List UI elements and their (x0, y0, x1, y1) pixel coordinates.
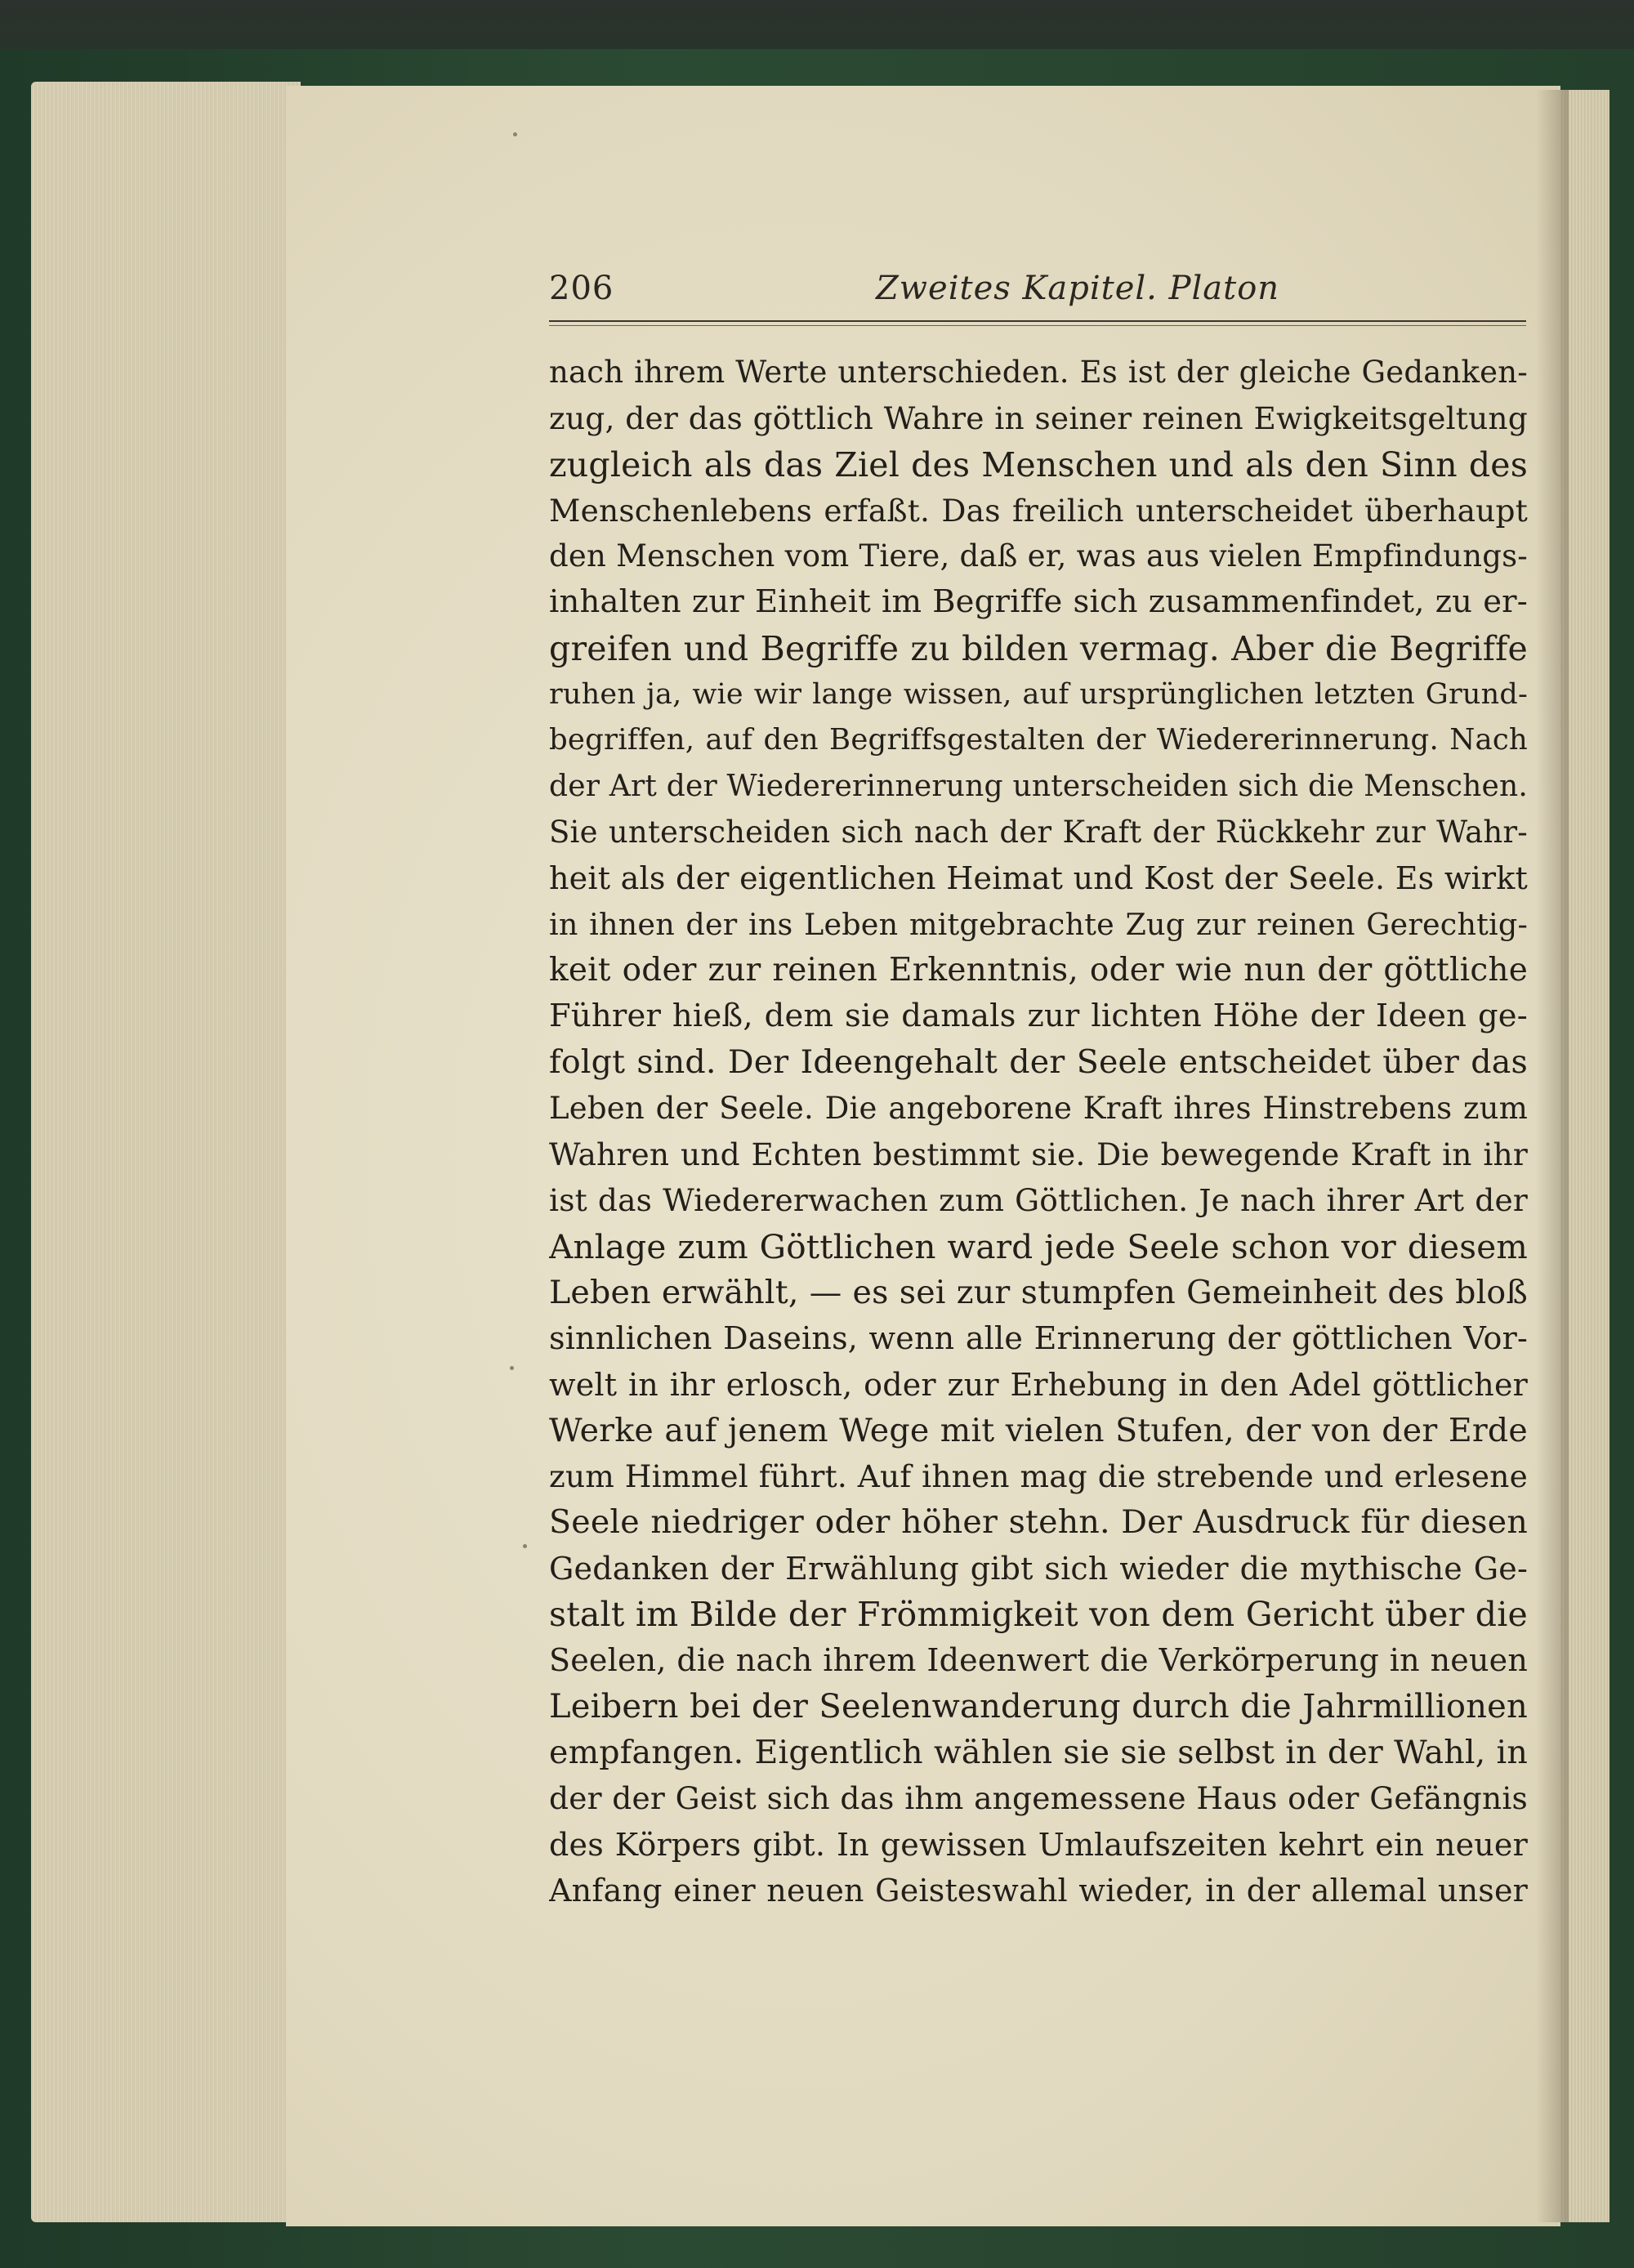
text-line: ist das Wiedererwachen zum Göttlichen. Je nach ihrer Art der (549, 1182, 1528, 1219)
text-line: des Körpers gibt. In gewissen Umlaufszeiten kehrt ein neuer (549, 1826, 1528, 1863)
text-line: zum Himmel führt. Auf ihnen mag die strebende und erlesene (549, 1458, 1528, 1495)
gutter-shadow (1536, 90, 1569, 2222)
text-line: ruhen ja, wie wir lange wissen, auf ursprünglichen letzten Grund- (549, 678, 1528, 712)
text-line: empfangen. Eigentlich wählen sie sie selbst in der Wahl, in (549, 1733, 1528, 1771)
text-line: der der Geist sich das ihm angemessene Haus oder Gefängnis (549, 1780, 1528, 1817)
text-line: greifen und Begriffe zu bilden vermag. Aber die Begriffe (549, 628, 1528, 668)
text-line: Seelen, die nach ihrem Ideenwert die Verkörperung in neuen (549, 1642, 1528, 1679)
text-line: zugleich als das Ziel des Menschen und als den Sinn des (549, 444, 1528, 484)
text-line: keit oder zur reinen Erkenntnis, oder wie nun der göttliche (549, 951, 1528, 989)
text-line: Seele niedriger oder höher stehn. Der Ausdruck für diesen (549, 1503, 1528, 1542)
text-line: sinnlichen Daseins, wenn alle Erinnerung der göttlichen Vor- (549, 1320, 1528, 1357)
paper-speck (513, 132, 517, 136)
text-line: heit als der eigentlichen Heimat und Kost der Seele. Es wirkt (549, 860, 1528, 897)
text-line: Menschenlebens erfaßt. Das freilich unterscheidet überhaupt (549, 492, 1528, 529)
text-line: Leben erwählt, — es sei zur stumpfen Gemeinheit des bloß (549, 1273, 1528, 1311)
text-line: Anfang einer neuen Geisteswahl wieder, in der allemal unser (549, 1872, 1528, 1909)
text-line: Leibern bei der Seelenwanderung durch die Jahrmillionen (549, 1687, 1528, 1726)
text-line: folgt sind. Der Ideengehalt der Seele entscheidet über das (549, 1043, 1528, 1082)
text-line: nach ihrem Werte unterschieden. Es ist der gleiche Gedanken- (549, 355, 1528, 390)
text-line: inhalten zur Einheit im Begriffe sich zusammenfindet, zu er- (549, 583, 1528, 621)
text-line: Gedanken der Erwählung gibt sich wieder die mythische Ge- (549, 1550, 1528, 1587)
body-text (549, 350, 1528, 1913)
text-line: stalt im Bilde der Frömmigkeit von dem Gericht über die (549, 1595, 1528, 1635)
header-rule (549, 320, 1526, 322)
text-line: Werke auf jenem Wege mit vielen Stufen, der von der Erde (549, 1411, 1528, 1449)
text-line: den Menschen vom Tiere, daß er, was aus vielen Empfindungs- (549, 538, 1528, 574)
page-number: 206 (549, 270, 614, 307)
text-line: Führer hieß, dem sie damals zur lichten Höhe der Ideen ge- (549, 998, 1528, 1035)
paper-speck (510, 1366, 514, 1370)
text-line: Wahren und Echten bestimmt sie. Die bewegende Kraft in ihr (549, 1136, 1528, 1173)
text-line: welt in ihr erlosch, oder zur Erhebung in den Adel göttlicher (549, 1366, 1528, 1403)
text-line: in ihnen der ins Leben mitgebrachte Zug zur reinen Gerechtig- (549, 906, 1528, 942)
text-line: Sie unterscheiden sich nach der Kraft der Rückkehr zur Wahr- (549, 814, 1528, 850)
text-line: zug, der das göttlich Wahre in seiner reinen Ewigkeitsgeltung (549, 400, 1528, 437)
page-header (549, 270, 1526, 319)
text-line: Leben der Seele. Die angeborene Kraft ihres Hinstrebens zum (549, 1090, 1528, 1126)
header-rule-thin (549, 325, 1526, 326)
paper-speck (523, 1544, 527, 1548)
page-edges-left (31, 82, 301, 2222)
text-line: der Art der Wiedererinnerung unterscheiden sich die Menschen. (549, 769, 1528, 803)
running-head: Zweites Kapitel. Platon (876, 270, 1280, 307)
text-line: Anlage zum Göttlichen ward jede Seele schon vor diesem (549, 1226, 1528, 1266)
text-line: begriffen, auf den Begriffsgestalten der Wiedererinnerung. Nach (549, 723, 1528, 757)
